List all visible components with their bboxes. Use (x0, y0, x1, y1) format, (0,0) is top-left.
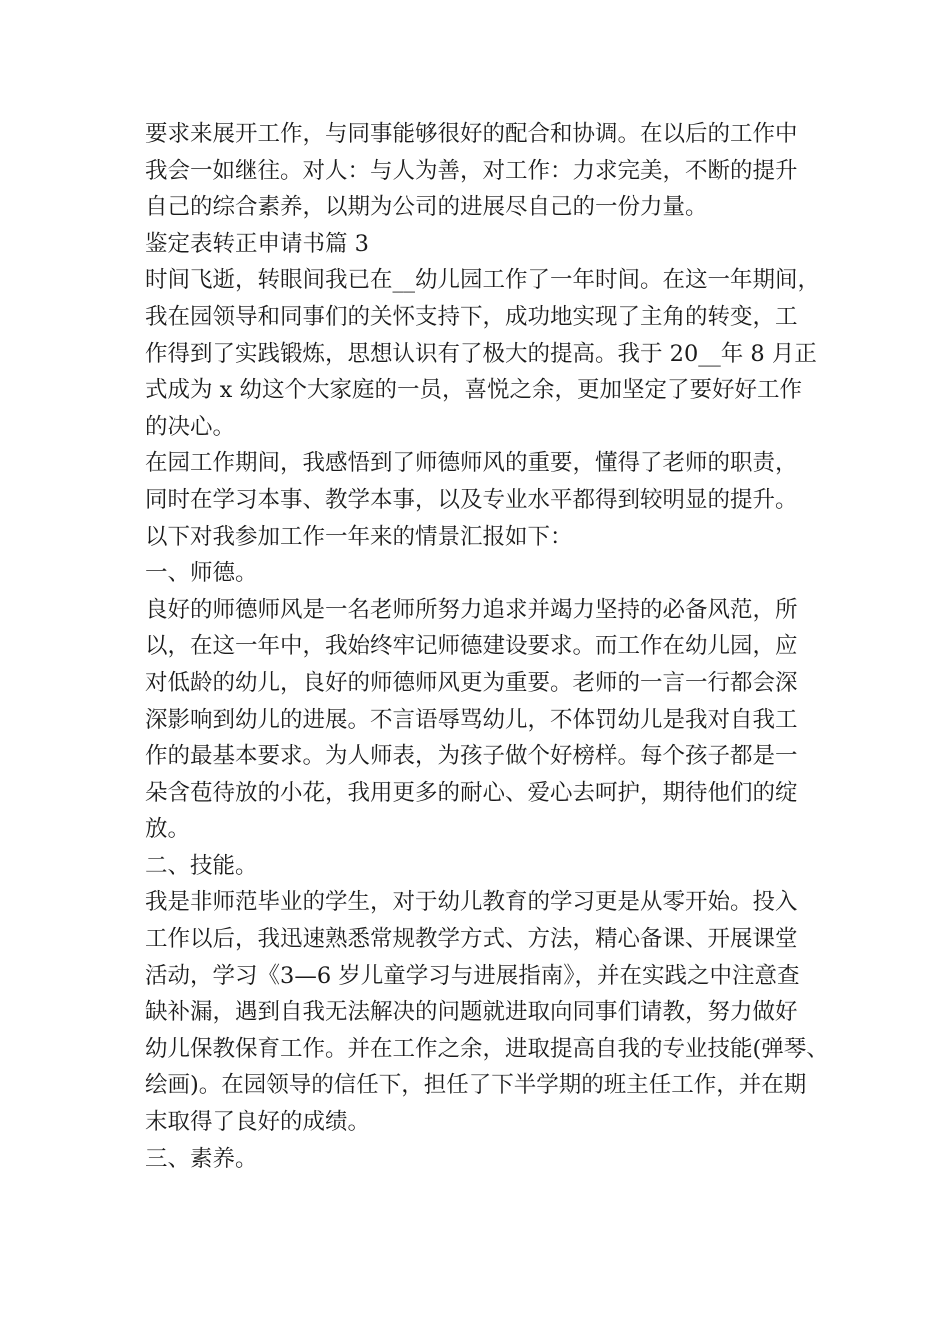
text-line: 缺补漏，遇到自我无法解决的问题就进取向同事们请教，努力做好 (145, 999, 798, 1026)
text-line: 深影响到幼儿的进展。不言语辱骂幼儿，不体罚幼儿是我对自我工 (145, 706, 798, 733)
text-line: 放。 (145, 816, 191, 843)
text-line: 作得到了实践锻炼，思想认识有了极大的提高。我于 20__年 8 月正 (145, 340, 817, 367)
text-line: 幼儿保教保育工作。并在工作之余，进取提高自我的专业技能(弹琴、 (145, 1035, 829, 1062)
text-line: 活动，学习《3—6 岁儿童学习与进展指南》，并在实践之中注意查 (145, 962, 800, 989)
subsection-heading: 三、素养。 (145, 1145, 258, 1172)
subsection-heading: 二、技能。 (145, 852, 258, 879)
text-line: 的决心。 (145, 413, 236, 440)
text-line: 自己的综合素养，以期为公司的进展尽自己的一份力量。 (145, 194, 708, 221)
text-line: 同时在学习本事、教学本事，以及专业水平都得到较明显的提升。 (145, 486, 798, 513)
text-line: 末取得了良好的成绩。 (145, 1109, 371, 1136)
text-line: 工作以后，我迅速熟悉常规教学方式、方法，精心备课、开展课堂 (145, 926, 798, 953)
text-line: 式成为 x 幼这个大家庭的一员，喜悦之余，更加坚定了要好好工作 (145, 377, 802, 404)
text-line: 以下对我参加工作一年来的情景汇报如下： (145, 523, 573, 550)
text-line: 良好的师德师风是一名老师所努力追求并竭力坚持的必备风范，所 (145, 596, 798, 623)
text-line: 朵含苞待放的小花，我用更多的耐心、爱心去呵护，期待他们的绽 (145, 779, 798, 806)
text-line: 时间飞逝，转眼间我已在__幼儿园工作了一年时间。在这一年期间， (145, 267, 821, 294)
text-line: 以，在这一年中，我始终牢记师德建设要求。而工作在幼儿园，应 (145, 633, 798, 660)
text-line: 要求来展开工作，与同事能够很好的配合和协调。在以后的工作中 (145, 121, 798, 147)
text-line: 对低龄的幼儿，良好的师德师风更为重要。老师的一言一行都会深 (145, 669, 798, 696)
text-line: 作的最基本要求。为人师表，为孩子做个好榜样。每个孩子都是一 (145, 743, 798, 770)
text-line: 在园工作期间，我感悟到了师德师风的重要，懂得了老师的职责， (145, 450, 798, 477)
text-line: 我会一如继往。对人：与人为善，对工作：力求完美，不断的提升 (145, 157, 798, 184)
subsection-heading: 一、师德。 (145, 560, 258, 587)
text-line: 绘画)。在园领导的信任下，担任了下半学期的班主任工作，并在期 (145, 1072, 807, 1099)
text-line: 我是非师范毕业的学生，对于幼儿教育的学习更是从零开始。投入 (145, 889, 798, 916)
text-line: 我在园领导和同事们的关怀支持下，成功地实现了主角的转变，工 (145, 303, 798, 330)
section-heading: 鉴定表转正申请书篇 3 (145, 230, 369, 257)
document-body (145, 116, 829, 1177)
